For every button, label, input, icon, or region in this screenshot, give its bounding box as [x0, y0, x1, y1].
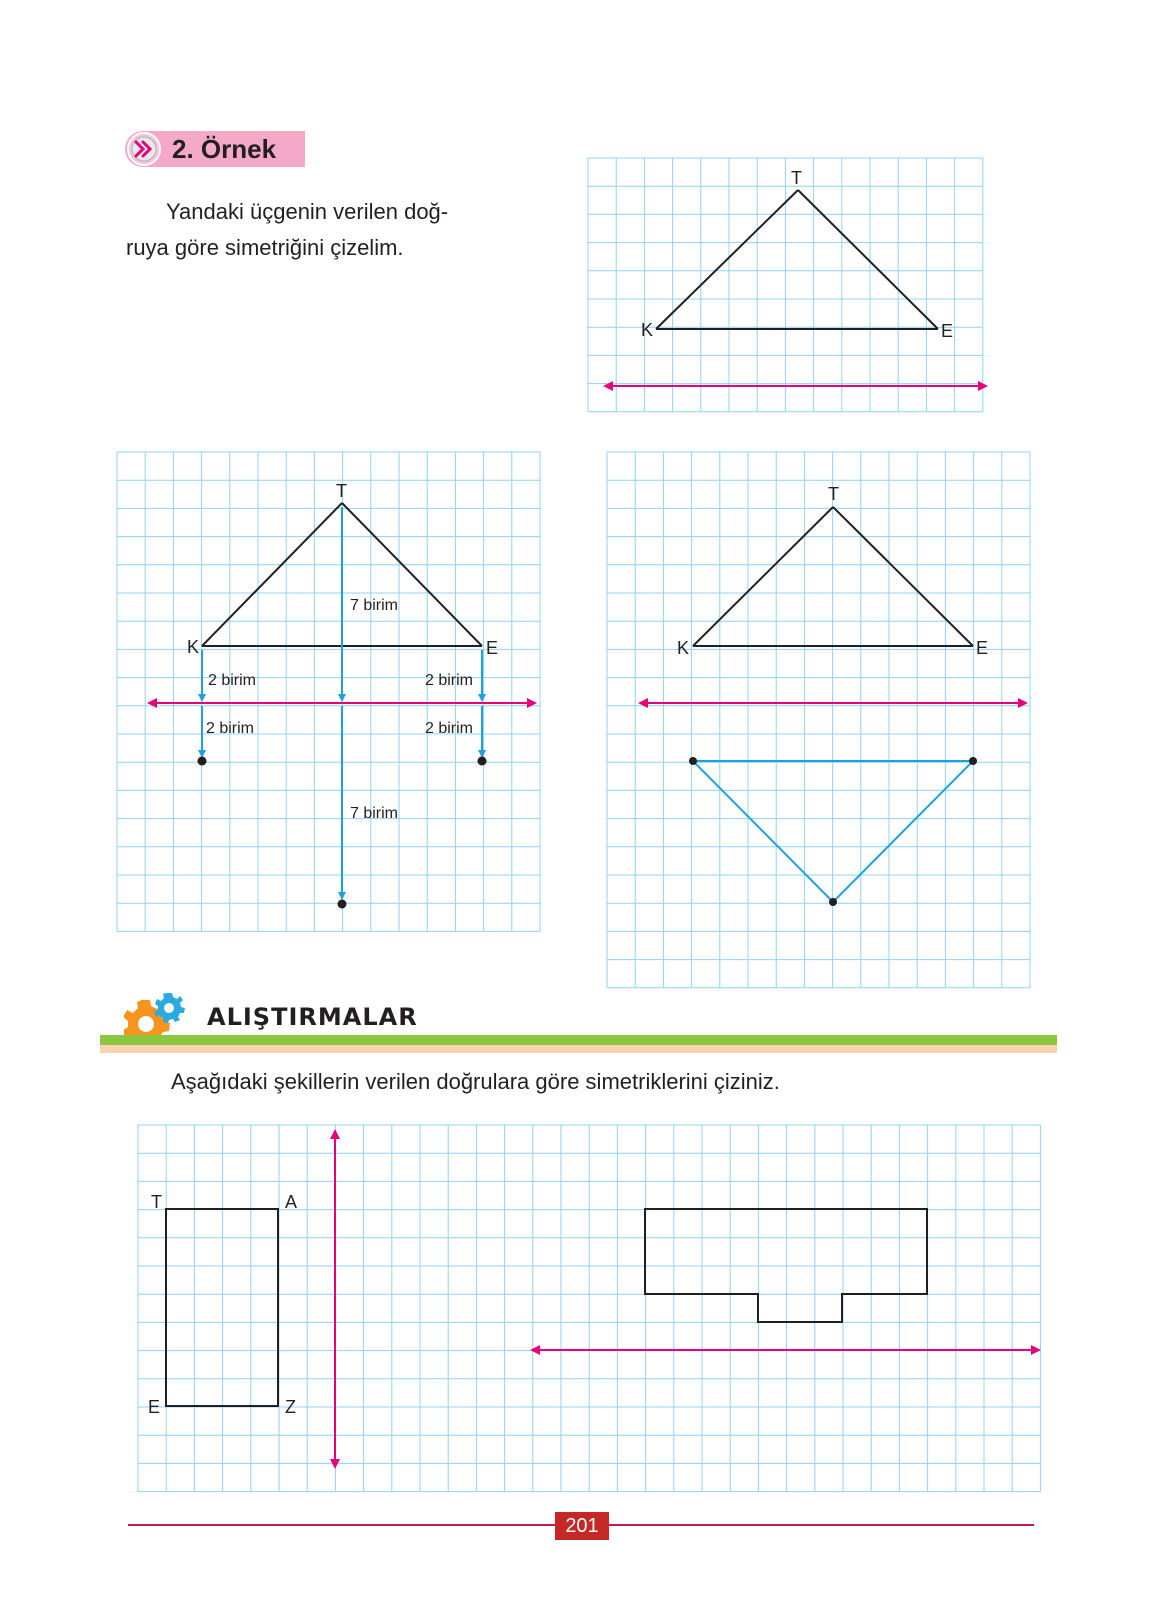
- triangle-side-left: [693, 507, 833, 646]
- grid-construction: [117, 452, 547, 940]
- grid-lines: [138, 1125, 1040, 1492]
- distance-label-k-upper: 2 birim: [208, 672, 257, 689]
- page-number: 201: [555, 1512, 609, 1540]
- grid-original-triangle: [588, 158, 988, 418]
- grid-lines: [607, 452, 1030, 988]
- double-chevron-icon: [126, 131, 162, 167]
- image-point-k: [198, 757, 207, 766]
- vertex-label-e: E: [486, 638, 499, 658]
- example-title: 2. Örnek: [172, 134, 277, 164]
- distance-label-e-upper: 2 birim: [425, 672, 474, 689]
- distance-label-t-lower: 7 birim: [350, 805, 399, 822]
- image-point-t: [338, 900, 347, 909]
- triangle-side-right: [342, 503, 482, 646]
- triangle-side-left: [202, 503, 342, 646]
- vertex-label-k: K: [641, 320, 654, 340]
- intro-line-2: ruya göre simetriğini çizelim.: [126, 235, 404, 260]
- distance-label-t-upper: 7 birim: [350, 597, 399, 614]
- vertex-label-e: E: [976, 638, 989, 658]
- grid-result: [607, 452, 1037, 992]
- rect-label-t: T: [151, 1192, 162, 1212]
- vertex-label-e: E: [941, 321, 954, 341]
- horizontal-symmetry-axis: [530, 1345, 1041, 1355]
- rect-label-z: Z: [285, 1397, 296, 1417]
- image-point-e: [478, 757, 487, 766]
- rect-label-a: A: [285, 1192, 298, 1212]
- vertex-label-k: K: [187, 637, 200, 657]
- exercises-title: ALIŞTIRMALAR: [207, 1003, 418, 1031]
- triangle-side-right: [833, 507, 973, 646]
- grid-exercises: [138, 1125, 1043, 1495]
- vertex-label-k: K: [677, 638, 690, 658]
- triangle-side-right: [798, 190, 938, 329]
- distance-label-e-lower: 2 birim: [425, 720, 474, 737]
- triangle-side-left: [656, 190, 798, 329]
- exercises-bar-underlay: [100, 1045, 1057, 1053]
- rect-label-e: E: [148, 1397, 161, 1417]
- vertex-label-t: T: [791, 168, 802, 188]
- exercises-bar: [100, 1035, 1057, 1045]
- symmetry-axis: [603, 381, 988, 391]
- grid-lines: [588, 158, 983, 412]
- vertex-label-t: T: [828, 484, 839, 504]
- exercise-instruction: Aşağıdaki şekillerin verilen doğrulara göre simetriklerini çiziniz.: [171, 1069, 780, 1094]
- vertical-symmetry-axis: [330, 1129, 340, 1469]
- distance-label-k-lower: 2 birim: [206, 720, 255, 737]
- grid-lines: [117, 452, 540, 931]
- vertex-label-t: T: [336, 481, 347, 501]
- intro-line-1: Yandaki üçgenin verilen doğ-: [166, 199, 449, 224]
- exercise-rectangle: [166, 1209, 278, 1406]
